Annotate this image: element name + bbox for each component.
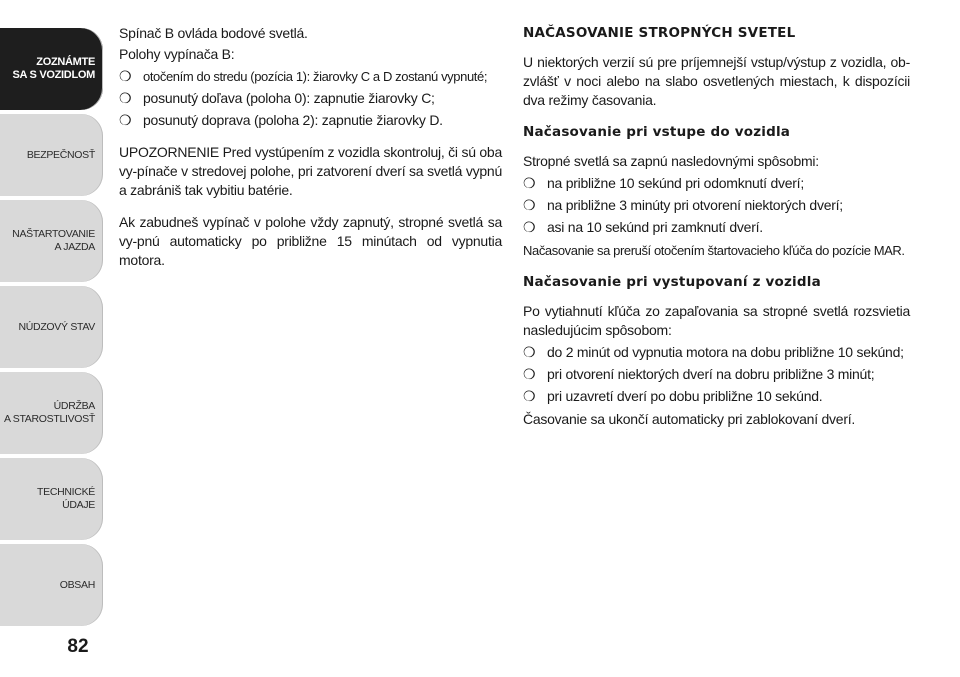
entry-lead: Stropné svetlá sa zapnú nasledovnými spôsobmi: [523,153,819,169]
tab-label-line1: BEZPEČNOSŤ [26,148,95,161]
bullet-icon: ❍ [523,388,536,404]
bullet-icon: ❍ [119,90,132,106]
list-item [119,67,502,86]
list-item [523,174,910,193]
bullet-icon: ❍ [119,68,132,84]
bullet-icon: ❍ [523,344,536,360]
tab-label-line1: TECHNICKÉ [37,486,95,498]
section-title: NAČASOVANIE STROPNÝCH SVETEL [523,25,796,41]
exit-lead: Po vytiahnutí kľúča zo zapaľovania sa stropné svetlá rozsvietia nasledujúcim spôsobom: [523,303,910,338]
list-item [119,89,502,108]
tab-label-line1: ÚDRŽBA [53,400,95,412]
entry-note: Načasovanie sa preruší otočením štartovacieho kľúča do pozície MAR. [523,243,905,258]
list-item-text: na približne 10 sekúnd pri odomknutí dverí; [547,175,804,191]
list-item [523,365,910,384]
bullet-icon: ❍ [523,197,536,213]
list-item [119,111,502,130]
list-item-text: otočením do stredu (pozícia 1): žiarovky C a D zostanú vypnuté; [143,69,488,84]
tab-label-line1: NAŠTARTOVANIE [12,228,95,240]
tab-label-line2: ÚDAJE [62,499,95,511]
tab-nudzovy-stav[interactable] [0,286,103,368]
list-item-text: na približne 3 minúty pri otvorení niektorých dverí; [547,197,843,213]
exit-note: Časovanie sa ukončí automaticky pri zablokovaní dverí. [523,411,856,427]
list-item [523,218,910,237]
tab-udrzba-a-starostlivost[interactable] [0,372,103,454]
list-item [523,196,910,215]
subsection-heading-exit: Načasovanie pri vystupovaní z vozidla [523,274,821,290]
bullet-icon: ❍ [523,219,536,235]
bullet-icon: ❍ [119,112,132,128]
list-item-text: posunutý doľava (poloha 0): zapnutie žiarovky C; [143,90,435,106]
warning-paragraph: UPOZORNENIE Pred vystúpením z vozidla skontroluj, či sú oba vy-pínače v stredovej polohe, pri zatvorení dverí sa svetlá vypnú a zabrániš tak vybitiu batérie. [119,144,502,198]
right-column [523,24,910,429]
tab-label-line1: OBSAH [59,578,95,591]
tab-zoznamte-sa-s-vozidlom[interactable] [0,28,103,110]
tab-label-line2: A JAZDA [54,241,95,253]
list-item-text: asi na 10 sekúnd pri zamknutí dverí. [547,219,763,235]
page-number: 82 [67,636,89,657]
subsection-heading-entry: Načasovanie pri vstupe do vozidla [523,124,791,140]
bullet-icon: ❍ [523,175,536,191]
tab-obsah[interactable] [0,544,103,626]
tab-label-line2: A STAROSTLIVOSŤ [4,413,95,425]
tab-label-line1: ZOZNÁMTE [36,56,95,68]
list-item [523,343,910,362]
tab-nastartovanie-a-jazda[interactable] [0,200,103,282]
list-item-text: pri otvorení niektorých dverí na dobru približne 3 minút; [547,366,875,382]
bullet-icon: ❍ [523,366,536,382]
paragraph-switch-b: Spínač B ovláda bodové svetlá. [119,25,308,41]
tab-technicke-udaje[interactable] [0,458,103,540]
paragraph-positions: Polohy vypínača B: [119,46,235,62]
left-column [119,24,502,270]
tab-label-line1: NÚDZOVÝ STAV [18,320,95,333]
note-paragraph: Ak zabudneš vypínač v polohe vždy zapnutý, stropné svetlá sa vy-pnú automaticky po približne 15 minútach od vypnutia motora. [119,214,502,268]
tab-label-line2: SA S VOZIDLOM [12,69,95,81]
list-item [523,387,910,406]
intro-paragraph: U niektorých verzií sú pre príjemnejší vstup/výstup z vozidla, ob-zvlášť v noci alebo na slabo osvetlených miestach, k dispozícii dva režimy časovania. [523,54,910,108]
list-item-text: do 2 minút od vypnutia motora na dobu približne 10 sekúnd; [547,344,904,360]
list-item-text: posunutý doprava (poloha 2): zapnutie žiarovky D. [143,112,443,128]
tab-bezpecnost[interactable] [0,114,103,196]
list-item-text: pri uzavretí dverí po dobu približne 10 sekúnd. [547,388,823,404]
